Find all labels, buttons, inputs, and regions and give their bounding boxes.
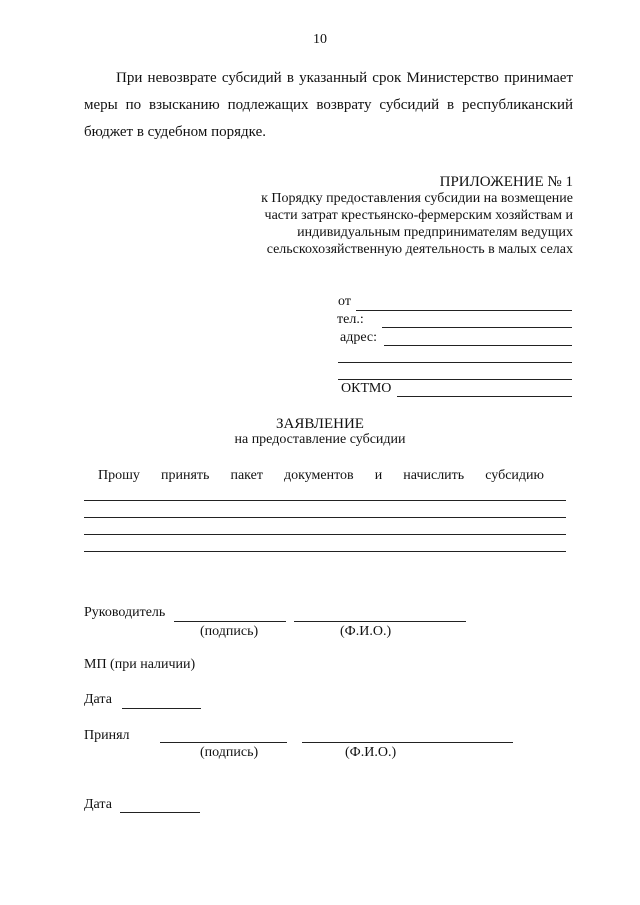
accepted-signature-line[interactable]: [160, 742, 287, 743]
head-name-caption: (Ф.И.О.): [340, 624, 392, 639]
head-label: Руководитель: [84, 605, 166, 620]
date-field-line-2[interactable]: [120, 812, 200, 813]
request-line: Прошу принять пакет документов и начислить субсидию: [98, 468, 544, 483]
from-field-line[interactable]: [356, 310, 572, 311]
page-number: 10: [313, 32, 327, 47]
accepted-name-caption: (Ф.И.О.): [345, 745, 397, 760]
intro-line-3: бюджет в судебном порядке.: [84, 124, 266, 140]
phone-label: тел.:: [337, 312, 364, 327]
request-field-line-1[interactable]: [84, 500, 566, 501]
oktmo-label: ОКТМО: [341, 381, 392, 396]
accepted-name-line[interactable]: [302, 742, 513, 743]
request-field-line-3[interactable]: [84, 534, 566, 535]
appendix-line-2: части затрат крестьянско-фермерским хозяйствам и: [264, 208, 573, 223]
request-field-line-2[interactable]: [84, 517, 566, 518]
oktmo-field-line[interactable]: [397, 396, 572, 397]
date-field-line[interactable]: [122, 708, 201, 709]
phone-field-line[interactable]: [382, 327, 572, 328]
accepted-label: Принял: [84, 728, 130, 743]
statement-title: ЗАЯВЛЕНИЕ: [276, 416, 364, 432]
head-name-line[interactable]: [294, 621, 466, 622]
address-extra-line-2[interactable]: [338, 379, 572, 380]
intro-line-1: При невозврате субсидий в указанный срок Министерство принимает: [116, 70, 573, 86]
appendix-line-3: индивидуальным предпринимателям ведущих: [297, 225, 573, 240]
statement-subtitle: на предоставление субсидии: [234, 432, 406, 447]
date-label-2: Дата: [84, 797, 112, 812]
appendix-line-1: к Порядку предоставления субсидии на возмещение: [261, 191, 573, 206]
accepted-signature-caption: (подпись): [200, 745, 259, 760]
stamp-label: МП (при наличии): [84, 657, 196, 672]
address-label: адрес:: [340, 330, 378, 345]
request-field-line-4[interactable]: [84, 551, 566, 552]
from-label: от: [338, 294, 351, 309]
date-label: Дата: [84, 692, 112, 707]
address-field-line[interactable]: [384, 345, 572, 346]
address-extra-line-1[interactable]: [338, 362, 572, 363]
head-signature-line[interactable]: [174, 621, 286, 622]
intro-line-2: меры по взысканию подлежащих возврату субсидий в республиканский: [84, 97, 573, 113]
appendix-title: ПРИЛОЖЕНИЕ № 1: [439, 174, 573, 190]
head-signature-caption: (подпись): [200, 624, 259, 639]
appendix-line-4: сельскохозяйственную деятельность в малых селах: [266, 242, 573, 257]
